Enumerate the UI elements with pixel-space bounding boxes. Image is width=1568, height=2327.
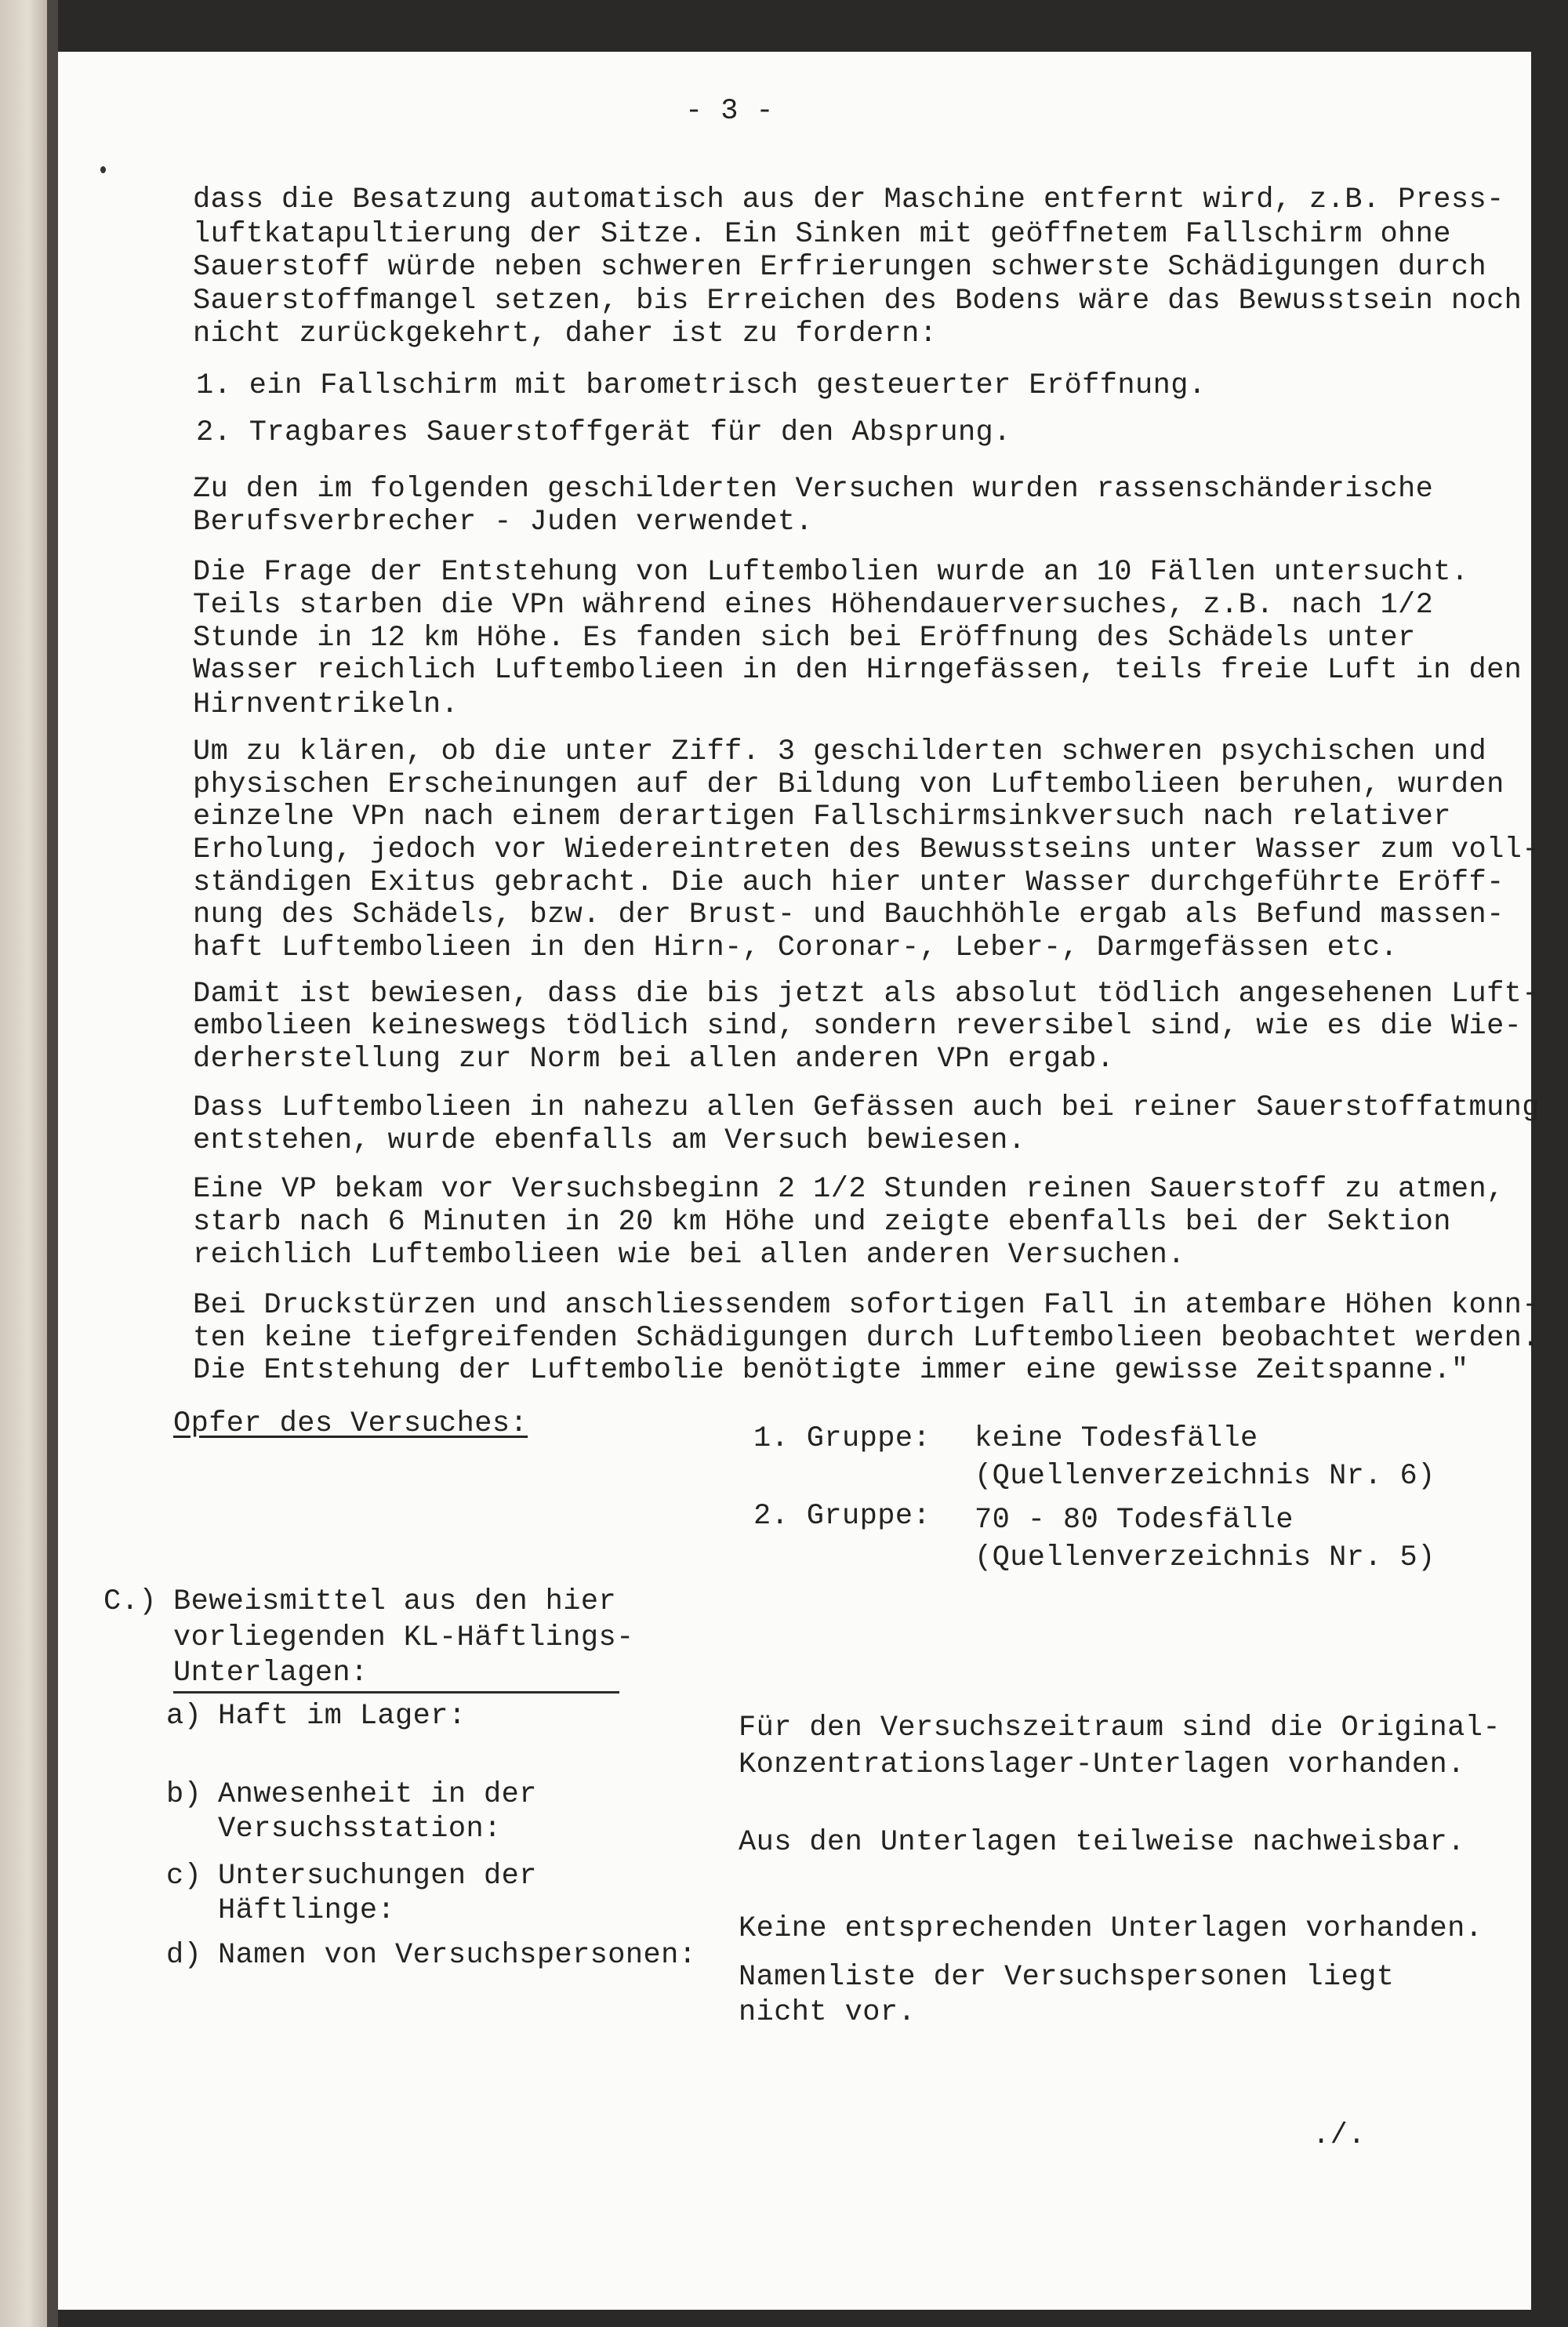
body-line: einzelne VPn nach einem derartigen Fallschirmsinkversuch nach relativer xyxy=(193,800,1451,833)
body-line: Bei Druckstürzen und anschliessendem sofortigen Fall in atembare Höhen konn- xyxy=(193,1289,1540,1322)
binding-shadow xyxy=(47,0,58,2327)
section-heading-line: Unterlagen: xyxy=(173,1657,368,1690)
body-line: Stunde in 12 km Höhe. Es fanden sich bei Eröffnung des Schädels unter xyxy=(193,622,1416,655)
group-result: 70 - 80 Todesfälle xyxy=(975,1504,1294,1537)
item-label: Häftlinge: xyxy=(218,1894,396,1927)
body-line: ständigen Exitus gebracht. Die auch hier unter Wasser durchgeführte Eröff- xyxy=(193,866,1504,899)
body-line: luftkatapultierung der Sitze. Ein Sinken mit geöffnetem Fallschirm ohne xyxy=(193,218,1451,251)
section-marker: C.) xyxy=(103,1585,157,1618)
item-answer: Keine entsprechenden Unterlagen vorhanden. xyxy=(739,1912,1483,1945)
heading-underline xyxy=(173,1691,619,1694)
body-line: Teils starben die VPn während eines Höhendauerversuches, z.B. nach 1/2 xyxy=(193,589,1434,622)
body-line: Dass Luftembolieen in nahezu allen Gefässen auch bei reiner Sauerstoffatmung xyxy=(193,1091,1540,1124)
body-line: haft Luftembolieen in den Hirn-, Coronar-, Leber-, Darmgefässen etc. xyxy=(193,931,1399,964)
body-line: starb nach 6 Minuten in 20 km Höhe und zeigte ebenfalls bei der Sektion xyxy=(193,1206,1451,1239)
body-line: Eine VP bekam vor Versuchsbeginn 2 1/2 Stunden reinen Sauerstoff zu atmen, xyxy=(193,1173,1504,1206)
body-line: Erholung, jedoch vor Wiedereintreten des Bewusstseins unter Wasser zum voll- xyxy=(193,833,1540,866)
item-letter: b) xyxy=(166,1778,202,1811)
body-line: Wasser reichlich Luftembolieen in den Hirngefässen, teils freie Luft in den xyxy=(193,654,1523,687)
item-answer: Für den Versuchszeitraum sind die Original- xyxy=(739,1712,1501,1744)
body-line: Damit ist bewiesen, dass die bis jetzt als absolut tödlich angesehenen Luft- xyxy=(193,978,1540,1011)
section-heading-line: vorliegenden KL-Häftlings- xyxy=(173,1621,634,1654)
body-line: Die Entstehung der Luftembolie benötigte immer eine gewisse Zeitspanne." xyxy=(193,1354,1469,1387)
item-label: Versuchsstation: xyxy=(218,1813,502,1846)
body-line: Sauerstoff würde neben schweren Erfrierungen schwerste Schädigungen durch xyxy=(193,251,1487,284)
item-label: Untersuchungen der xyxy=(218,1860,537,1893)
body-line: Hirnventrikeln. xyxy=(193,688,459,721)
binding-edge xyxy=(0,0,47,2327)
item-answer: Namenliste der Versuchspersonen liegt xyxy=(739,1961,1395,1994)
body-line: ten keine tiefgreifenden Schädigungen durch Luftembolieen beobachtet werden. xyxy=(193,1322,1540,1355)
body-line: nicht zurückgekehrt, daher ist zu fordern: xyxy=(193,318,938,350)
body-line: entstehen, wurde ebenfalls am Versuch bewiesen. xyxy=(193,1124,1026,1157)
continuation-mark: ./. xyxy=(1312,2119,1366,2152)
item-label: Anwesenheit in der xyxy=(218,1778,537,1811)
body-line: Sauerstoffmangel setzen, bis Erreichen des Bodens wäre das Bewusstsein noch xyxy=(193,285,1523,318)
item-letter: a) xyxy=(166,1700,202,1733)
group-result: keine Todesfälle xyxy=(975,1422,1258,1455)
item-letter: d) xyxy=(166,1939,202,1972)
ink-speck xyxy=(100,166,106,173)
body-line: Zu den im folgenden geschilderten Versuchen wurden rassenschänderische xyxy=(193,473,1434,506)
item-answer: Konzentrationslager-Unterlagen vorhanden. xyxy=(739,1748,1465,1781)
group-source: (Quellenverzeichnis Nr. 6) xyxy=(975,1460,1436,1493)
body-line: dass die Besatzung automatisch aus der Maschine entfernt wird, z.B. Press- xyxy=(193,183,1504,216)
body-line: reichlich Luftembolieen wie bei allen anderen Versuchen. xyxy=(193,1239,1185,1272)
group-name: 1. Gruppe: xyxy=(753,1422,931,1455)
body-line: physischen Erscheinungen auf der Bildung von Luftembolieen beruhen, wurden xyxy=(193,768,1504,801)
body-line: nung des Schädels, bzw. der Brust- und Bauchhöhle ergab als Befund massen- xyxy=(193,898,1504,931)
body-line: Berufsverbrecher - Juden verwendet. xyxy=(193,506,814,539)
body-line: 1. ein Fallschirm mit barometrisch gesteuerter Eröffnung. xyxy=(196,369,1207,402)
page-number: - 3 - xyxy=(685,95,775,128)
body-line: derherstellung zur Norm bei allen anderen VPn ergab. xyxy=(193,1043,1115,1076)
group-source: (Quellenverzeichnis Nr. 5) xyxy=(975,1541,1436,1574)
body-line: Um zu klären, ob die unter Ziff. 3 geschilderten schweren psychischen und xyxy=(193,735,1487,768)
body-line: embolieen keineswegs tödlich sind, sondern reversibel sind, wie es die Wie- xyxy=(193,1010,1523,1043)
item-answer: nicht vor. xyxy=(739,1996,916,2029)
victims-label: Opfer des Versuches: xyxy=(173,1407,528,1440)
item-label: Haft im Lager: xyxy=(218,1700,466,1733)
section-heading-line: Beweismittel aus den hier xyxy=(173,1585,617,1618)
body-line: Die Frage der Entstehung von Luftembolien wurde an 10 Fällen untersucht. xyxy=(193,556,1469,589)
item-letter: c) xyxy=(166,1860,202,1893)
item-label: Namen von Versuchspersonen: xyxy=(218,1939,697,1972)
body-line: 2. Tragbares Sauerstoffgerät für den Absprung. xyxy=(196,416,1011,449)
group-name: 2. Gruppe: xyxy=(753,1500,931,1533)
item-answer: Aus den Unterlagen teilweise nachweisbar. xyxy=(739,1826,1465,1859)
